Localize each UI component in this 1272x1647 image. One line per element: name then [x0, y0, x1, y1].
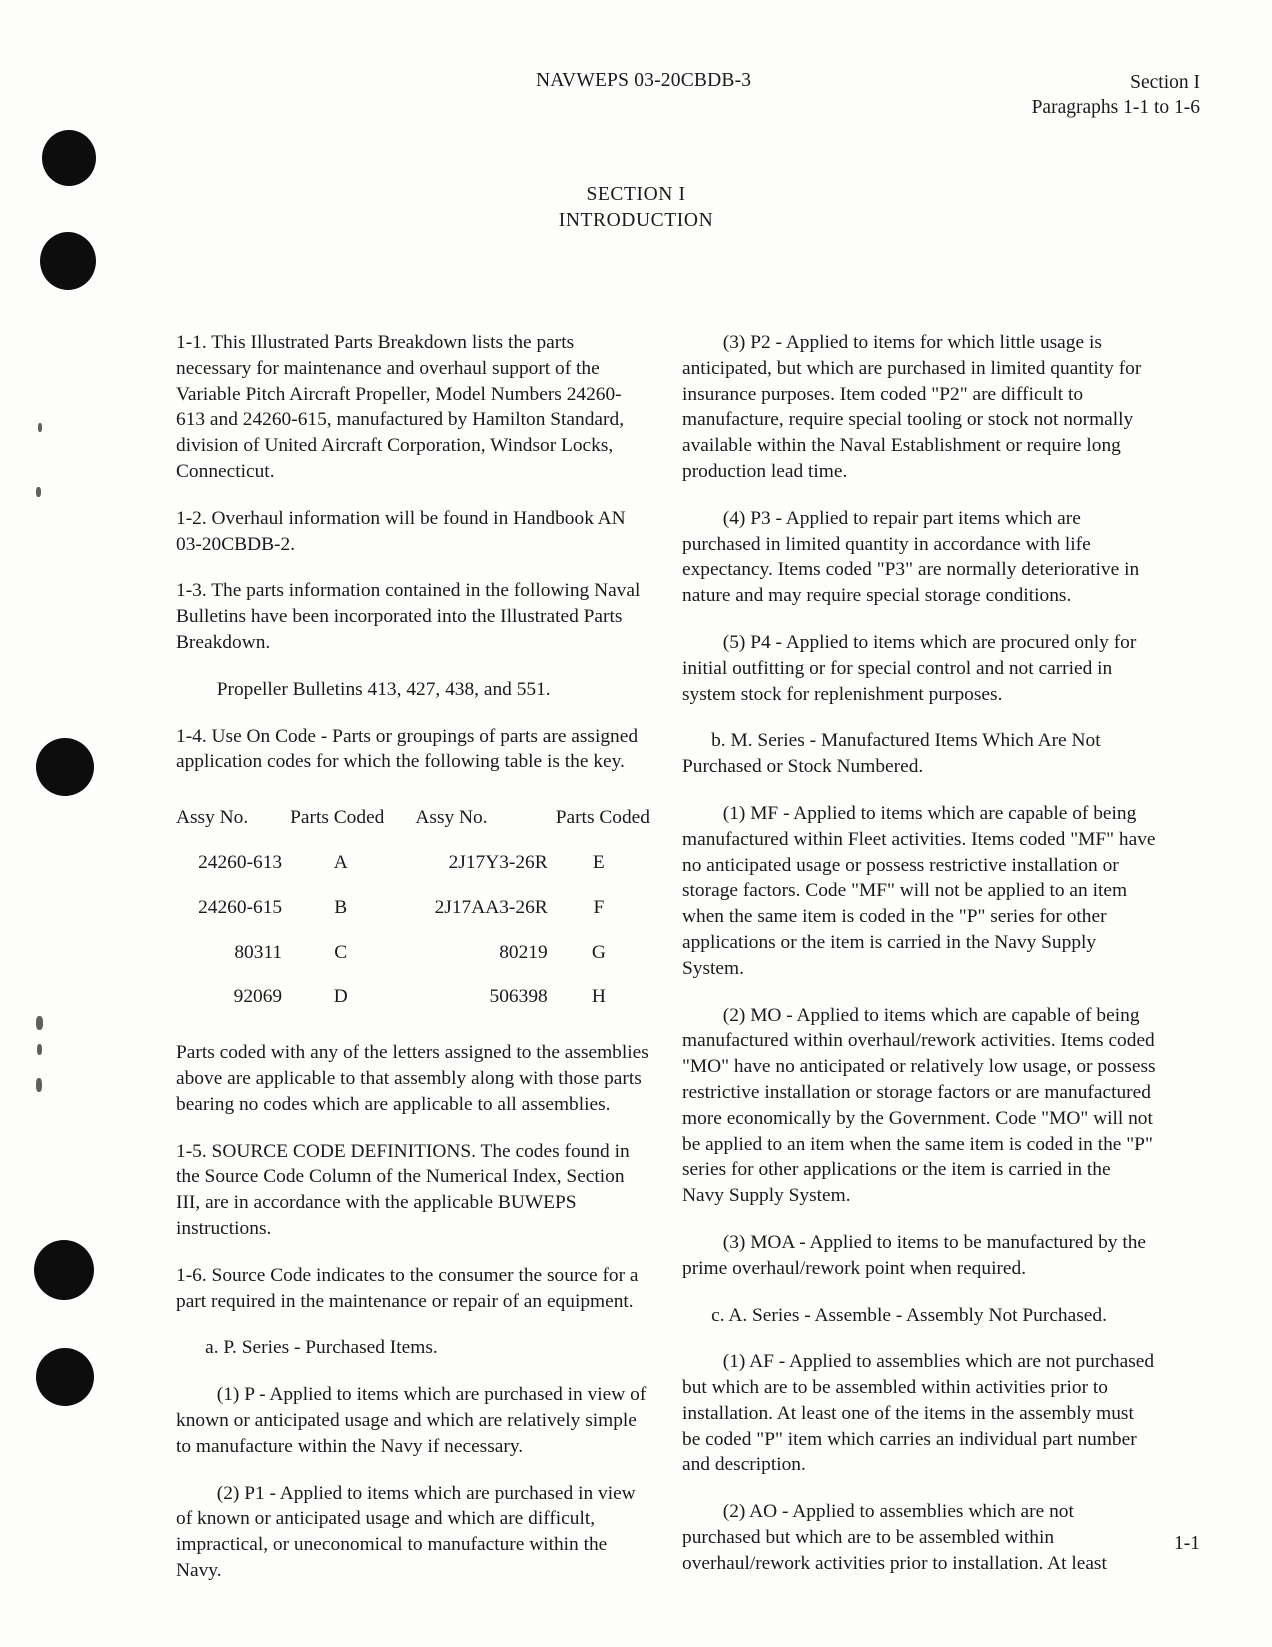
list-item-a-3: (3) P2 - Applied to items for which little usage is anticipated, but which are purchased in limited quantity for insurance purposes. Item coded "P2" are difficult to manufacture, require special tooling or stock not normally available within the Naval Establishment or require long production lead time.	[682, 332, 1142, 482]
cell-assy-no-2: 506398	[489, 986, 548, 1008]
hole-punch-mark	[42, 130, 96, 186]
column-header-assy-no-1: Assy No.	[176, 807, 249, 829]
list-item-b-2: (2) MO - Applied to items which are capable of being manufactured within overhaul/rework activities. Items coded "MO" have no anticipated or relatively low usage, or possess restrictive installation or storage factors or are manufactured more economically by the Government. Code "MO" will not be applied to an item when the same item is coded in the "P" series for other applications or the item is carried in the Navy Supply System.	[682, 1004, 1156, 1207]
cell-assy-no-1: 80311	[234, 941, 283, 963]
page-number: 1-1	[1174, 1533, 1200, 1554]
column-header-assy-no-2: Assy No.	[415, 807, 488, 829]
cell-parts-coded-1: C	[334, 941, 348, 963]
header-section: Section I	[1130, 72, 1200, 93]
table-row	[176, 975, 650, 1020]
cell-parts-coded-1: B	[334, 896, 348, 918]
header-section-block	[1032, 70, 1200, 120]
cell-parts-coded-2: F	[593, 896, 605, 918]
list-item-a-5: (5) P4 - Applied to items which are procured only for initial outfitting or for special control and not carried in system stock for replenishment purposes.	[682, 631, 1137, 705]
list-item-c-2: (2) AO - Applied to assemblies which are not purchased but which are to be assembled within overhaul/rework activities prior to installation. At least	[682, 1501, 1107, 1574]
list-item-b-1: (1) MF - Applied to items which are capable of being manufactured within Fleet activities. Items coded "MF" have no anticipated usage or possess restrictive installation or storage factors. Code "MF" will not be applied to an item when the same item is coded in the "P" series for other applications or the item is carried in the Navy Supply System.	[682, 802, 1156, 979]
cell-assy-no-1: 24260-615	[198, 896, 283, 918]
list-item-c-1: (1) AF - Applied to assemblies which are not purchased but which are to be assembled within activities prior to installation. At least one of the items in the assembly must be coded "P" item which carries an individual part number and description.	[682, 1351, 1155, 1476]
hole-punch-mark	[40, 232, 96, 290]
table-row	[176, 886, 650, 931]
use-on-code-table	[176, 796, 650, 1020]
cell-parts-coded-2: E	[592, 851, 605, 873]
page-title	[0, 182, 1272, 234]
column-header-parts-coded-1: Parts Coded	[290, 807, 385, 829]
hole-punch-mark	[36, 738, 94, 796]
list-item-b-3: (3) MOA - Applied to items to be manufactured by the prime overhaul/rework point when required.	[682, 1231, 1147, 1279]
list-item-a-1: (1) P - Applied to items which are purchased in view of known or anticipated usage and which are relatively simple to manufacture within the Navy if necessary.	[176, 1384, 647, 1457]
body-column-right	[682, 330, 1156, 1577]
scan-speck	[38, 423, 42, 432]
body-column-left	[176, 330, 650, 1605]
list-item-b: b. M. Series - Manufactured Items Which Are Not Purchased or Stock Numbered.	[682, 730, 1101, 778]
paragraph-1-5: 1-5. SOURCE CODE DEFINITIONS. The codes found in the Source Code Column of the Numerical Index, Section III, are in accordance with the applicable BUWEPS instructions.	[176, 1140, 630, 1239]
cell-assy-no-2: 2J17AA3-26R	[434, 896, 548, 918]
paragraph-after-table: Parts coded with any of the letters assigned to the assemblies above are applicable to that assembly along with those parts bearing no codes which are applicable to all assemblies.	[176, 1042, 649, 1115]
cell-parts-coded-2: H	[591, 986, 606, 1008]
cell-parts-coded-1: A	[333, 851, 348, 873]
cell-assy-no-2: 80219	[499, 941, 548, 963]
header-document-number: NAVWEPS 03-20CBDB-3	[536, 70, 752, 91]
hole-punch-mark	[36, 1348, 94, 1406]
propeller-bulletins-line: Propeller Bulletins 413, 427, 438, and 551.	[216, 678, 551, 700]
cell-assy-no-2: 2J17Y3-26R	[448, 851, 548, 873]
paragraph-1-6: 1-6. Source Code indicates to the consumer the source for a part required in the maintenance or repair of an equipment.	[176, 1264, 639, 1312]
scan-speck	[36, 487, 41, 497]
scan-speck	[36, 1016, 43, 1030]
cell-assy-no-1: 24260-613	[198, 851, 283, 873]
column-header-parts-coded-2: Parts Coded	[555, 807, 650, 829]
section-title-line2: INTRODUCTION	[558, 210, 714, 231]
list-item-a: a. P. Series - Purchased Items.	[205, 1337, 438, 1359]
table-header-row	[176, 796, 650, 841]
section-title-line1: SECTION I	[586, 184, 686, 205]
paragraph-1-3: 1-3. The parts information contained in the following Naval Bulletins have been incorporated into the Illustrated Parts Breakdown.	[176, 580, 641, 653]
paragraph-1-4: 1-4. Use On Code - Parts or groupings of parts are assigned application codes for which the following table is the key.	[176, 725, 639, 773]
table-row	[176, 841, 650, 886]
list-item-a-2: (2) P1 - Applied to items which are purchased in view of known or anticipated usage and which are difficult, impractical, or uneconomical to manufacture within the Navy.	[176, 1482, 636, 1581]
scan-speck	[36, 1078, 42, 1092]
paragraph-1-2: 1-2. Overhaul information will be found in Handbook AN 03-20CBDB-2.	[176, 507, 626, 555]
cell-assy-no-1: 92069	[233, 986, 283, 1008]
paragraph-1-1: 1-1. This Illustrated Parts Breakdown lists the parts necessary for maintenance and overhaul support of the Variable Pitch Aircraft Propeller, Model Numbers 24260-613 and 24260-615, manufactured by Hamilton Standard, division of United Aircraft Corporation, Windsor Locks, Connecticut.	[176, 332, 625, 482]
list-item-a-4: (4) P3 - Applied to repair part items which are purchased in limited quantity in accordance with life expectancy. Items coded "P3" are normally deteriorative in nature and may require special storage conditions.	[682, 507, 1140, 607]
cell-parts-coded-2: G	[591, 941, 606, 963]
list-item-c: c. A. Series - Assemble - Assembly Not Purchased.	[711, 1304, 1107, 1326]
table-row	[176, 931, 650, 976]
hole-punch-mark	[34, 1240, 94, 1300]
header-paragraph-range: Paragraphs 1-1 to 1-6	[1031, 97, 1200, 118]
cell-parts-coded-1: D	[333, 986, 348, 1008]
scan-speck	[37, 1044, 42, 1055]
